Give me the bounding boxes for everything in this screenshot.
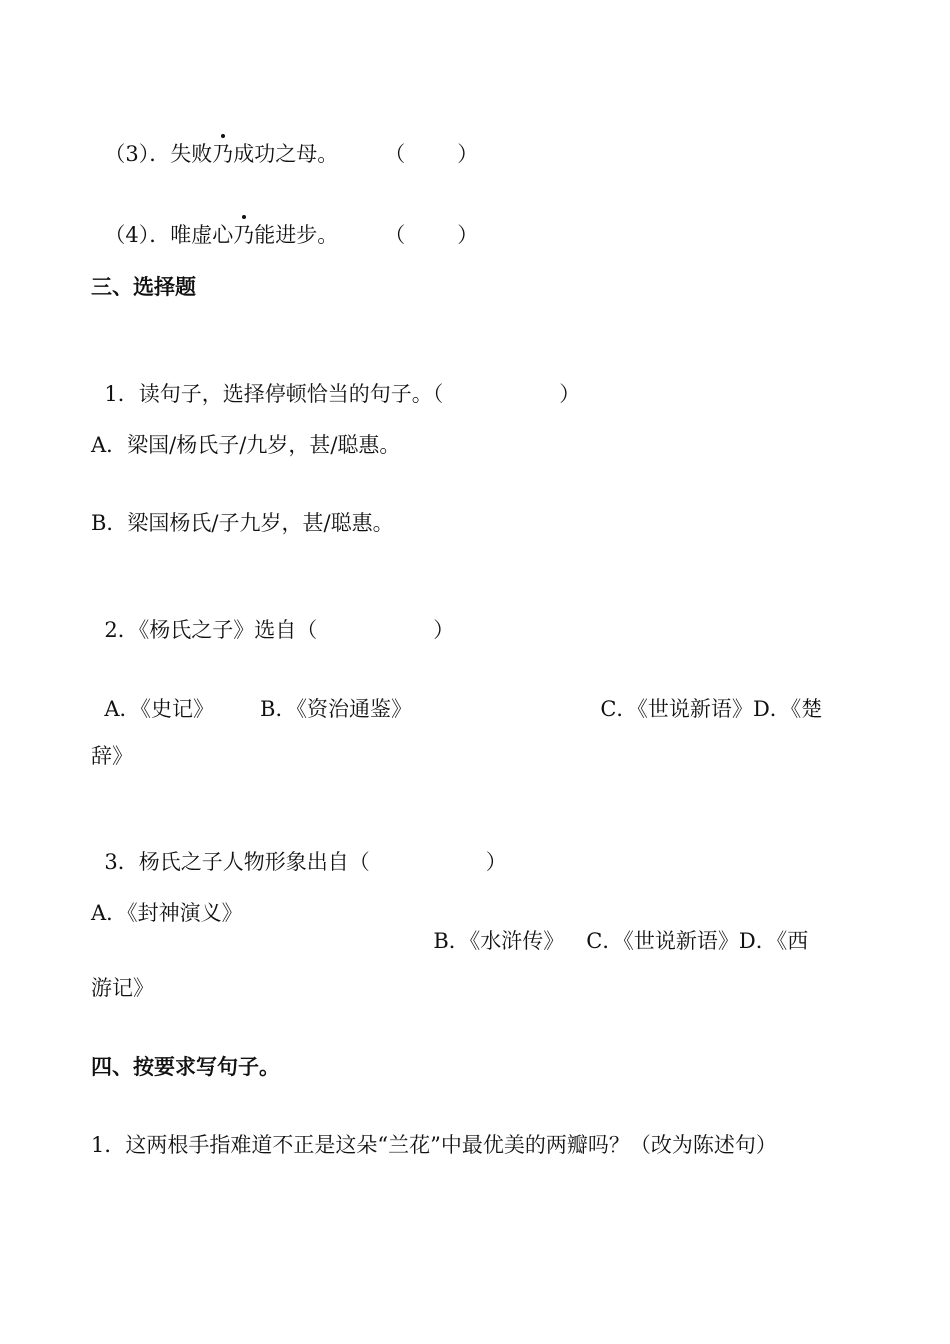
q3-option-d-start: D．《西: [738, 929, 809, 953]
q3-close: ）: [485, 850, 507, 874]
item-4-prefix: （4）．唯虚心: [104, 223, 234, 247]
item-3-line: [91, 112, 478, 168]
q2-close: ）: [433, 618, 455, 642]
q2-option-b: B．《资治通鉴》: [260, 697, 412, 721]
item-3-answer-open: （: [384, 142, 406, 166]
q2-stem: 2．《杨氏之子》选自（: [104, 618, 318, 642]
q3-option-a: A．《封神演义》: [91, 901, 243, 925]
q2-option-a: A．《史记》: [104, 697, 215, 721]
item-4-answer-close: ）: [457, 223, 479, 247]
q3-option-c: C．《世说新语》: [586, 929, 739, 953]
item-3-emphasized-char: 乃: [212, 142, 234, 166]
section-3-heading: 三、选择题: [91, 275, 196, 299]
q3-option-d-end: 游记》: [91, 976, 154, 1000]
q1-stem: 1．读句子，选择停顿恰当的句子。（: [104, 382, 444, 406]
q3-stem: 3．杨氏之子人物形象出自（: [104, 850, 370, 874]
q3-options-right: [420, 899, 808, 955]
section-4-q1: 1．这两根手指难道不正是这朵“兰花”中最优美的两瓣吗？（改为陈述句）: [91, 1133, 777, 1157]
item-4-emphasized-char: 乃: [233, 223, 255, 247]
item-3-prefix: （3）．失败: [104, 142, 213, 166]
q1-option-b: B．梁国杨氏/子九岁，甚/聪惠。: [91, 511, 394, 535]
item-4-line: [91, 193, 478, 249]
q1-option-a: A．梁国/杨氏子/九岁，甚/聪惠。: [91, 433, 401, 457]
q2-options-right: [587, 667, 822, 723]
q3-option-b: B．《水浒传》: [433, 929, 565, 953]
q1-close: ）: [559, 382, 581, 406]
q1-stem-line: [91, 352, 580, 408]
q2-option-d-start: D．《楚: [752, 697, 823, 721]
item-4-rest: 能进步。: [254, 223, 339, 247]
item-4-answer-open: （: [384, 223, 406, 247]
q3-stem-line: [91, 820, 507, 876]
item-3-answer-close: ）: [457, 142, 479, 166]
item-3-rest: 成功之母。: [233, 142, 339, 166]
section-4-heading: 四、按要求写句子。: [91, 1055, 280, 1079]
q2-option-d-end: 辞》: [91, 744, 133, 768]
q2-stem-line: [91, 588, 454, 644]
q2-option-c: C．《世说新语》: [600, 697, 753, 721]
